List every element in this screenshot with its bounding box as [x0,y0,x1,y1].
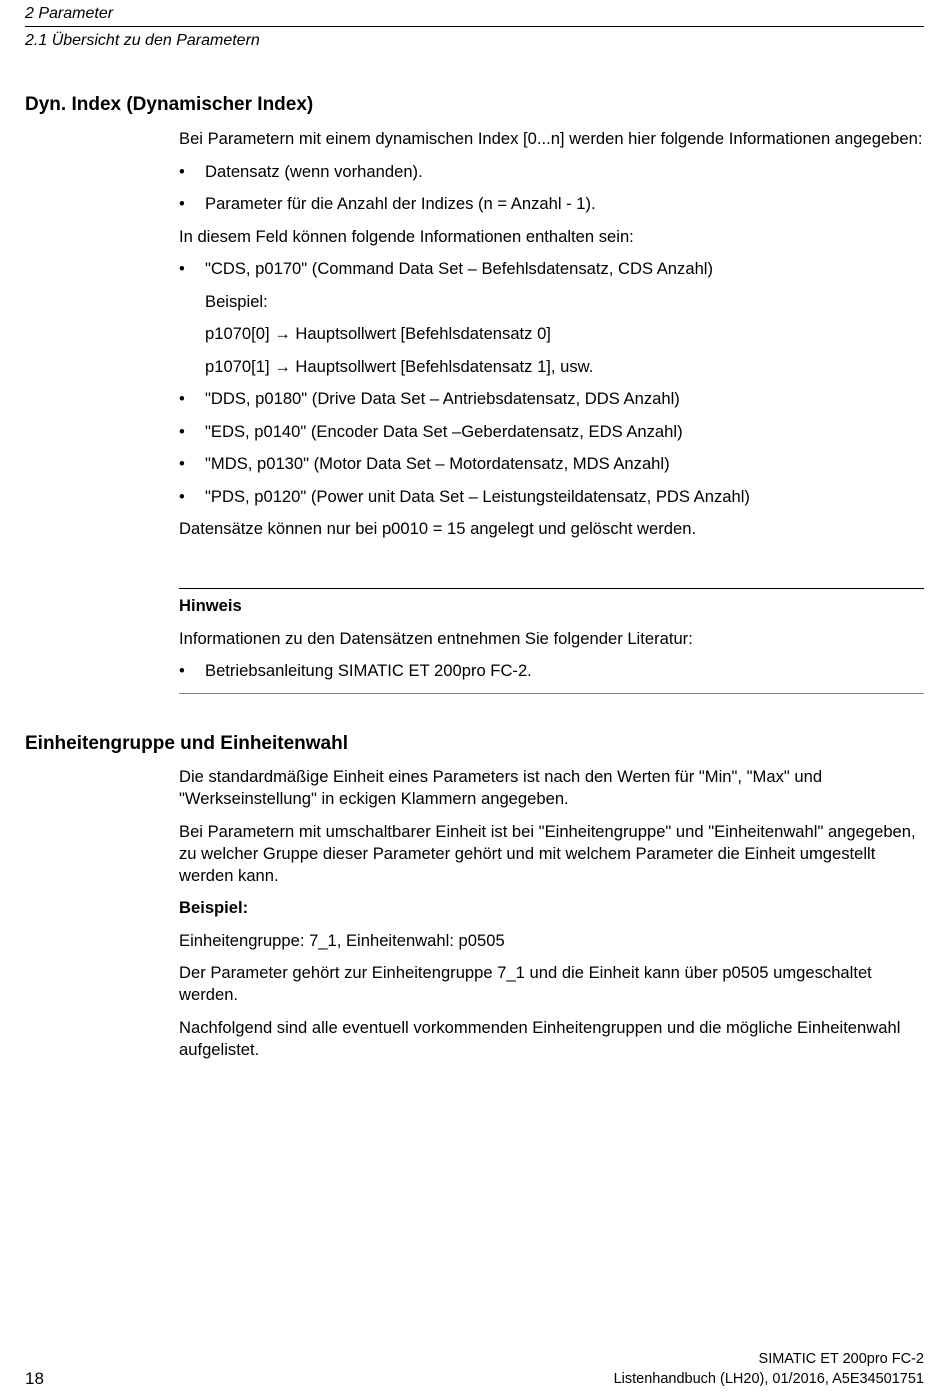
field-intro: In diesem Feld können folgende Informationen enthalten sein: [179,226,634,246]
footer-product: SIMATIC ET 200pro FC-2 [758,1351,924,1367]
unit-paragraph-2: Bei Parametern mit umschaltbarer Einheit ist bei "Einheitengruppe" und "Einheitenwahl" angegeben, zu welcher Gruppe dieser Parameter gehört und mit welchem Parameter die Einheit umgestellt werden kann. [179,821,916,885]
section-title-dyn-index: Dyn. Index (Dynamischer Index) [25,94,314,115]
bullet: • [179,259,185,278]
note-text: Informationen zu den Datensätzen entnehmen Sie folgender Literatur: [179,628,693,648]
section-title-einheitengruppe: Einheitengruppe und Einheitenwahl [25,733,349,754]
list-item: • Parameter für die Anzahl der Indizes (n = Anzahl - 1). [179,194,596,213]
header-rule [25,26,924,27]
unit-paragraph-4: Nachfolgend sind alle eventuell vorkommenden Einheitengruppen und die mögliche Einheitenwahl aufgelistet. [179,1017,901,1059]
list-item: • "MDS, p0130" (Motor Data Set – Motordatensatz, MDS Anzahl) [179,454,670,473]
bullet: • [179,161,185,181]
note-top-rule [179,588,924,589]
note-bottom-rule [179,693,924,694]
list-item-cds: • "CDS, p0170" (Command Data Set – Befehlsdatensatz, CDS Anzahl) [179,259,714,278]
note-box [179,588,924,694]
page-number: 18 [25,1369,44,1388]
list-item: • Betriebsanleitung SIMATIC ET 200pro FC-2. [179,661,532,680]
section-dyn-index-body [179,128,924,551]
bullet: • [179,454,185,473]
list-item: • "EDS, p0140" (Encoder Data Set –Geberdatensatz, EDS Anzahl) [179,421,683,441]
footer-manual: Listenhandbuch (LH20), 01/2016, A5E34501751 [613,1371,924,1387]
example-line: p1070[0] → Hauptsollwert [Befehlsdatensatz 0] [205,324,551,343]
list-item: • "DDS, p0180" (Drive Data Set – Antriebsdatensatz, DDS Anzahl) [179,389,680,408]
note-title: Hinweis [179,596,242,615]
bullet: • [179,661,185,680]
bullet: • [179,421,185,441]
closing-text: Datensätze können nur bei p0010 = 15 angelegt und gelöscht werden. [179,519,697,538]
section-einheitengruppe-body [179,766,924,1071]
header-chapter: 2 Parameter [25,5,114,22]
unit-example-label: Beispiel: [179,898,249,917]
bullet: • [179,389,185,408]
unit-paragraph-1: Die standardmäßige Einheit eines Parameters ist nach den Werten für "Min", "Max" und "Werkseinstellung" in eckigen Klammern angegeben. [179,767,823,808]
header-section: 2.1 Übersicht zu den Parametern [25,32,260,49]
list-item: • "PDS, p0120" (Power unit Data Set – Leistungsteildatensatz, PDS Anzahl) [179,486,750,506]
bullet: • [179,194,185,213]
unit-example: Einheitengruppe: 7_1, Einheitenwahl: p0505 [179,930,505,950]
unit-paragraph-3: Der Parameter gehört zur Einheitengruppe 7_1 und die Einheit kann über p0505 umgeschaltet werden. [179,963,872,1004]
example-label: Beispiel: [205,291,268,311]
bullet: • [179,486,185,506]
dyn-index-intro: Bei Parametern mit einem dynamischen Index [0...n] werden hier folgende Informationen angegeben: [179,129,923,148]
example-line: p1070[1] → Hauptsollwert [Befehlsdatensatz 1], usw. [205,356,594,376]
list-item: • Datensatz (wenn vorhanden). [179,161,423,181]
